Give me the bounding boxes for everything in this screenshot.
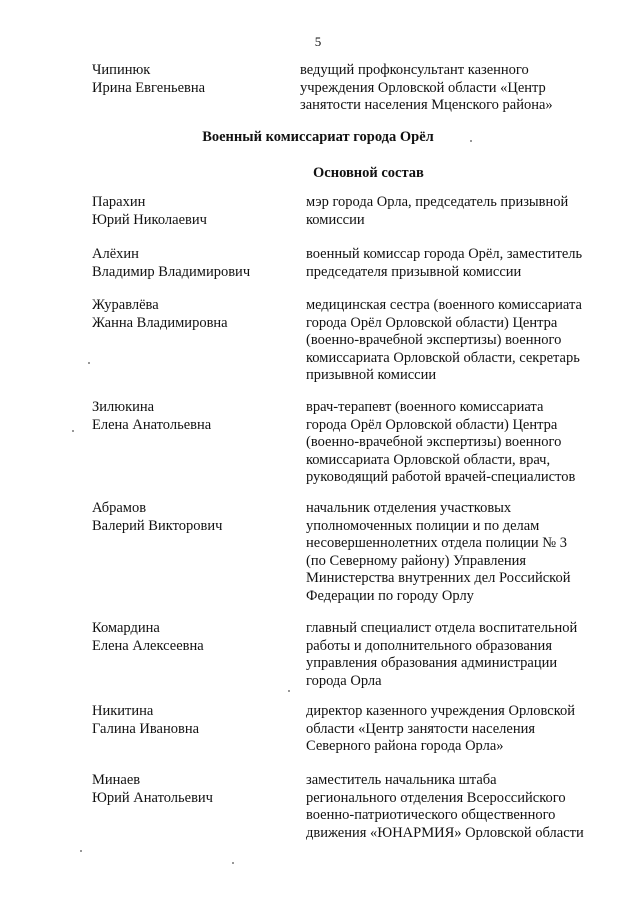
scan-speck xyxy=(80,850,82,852)
surname: Комардина xyxy=(92,620,160,636)
member-role xyxy=(306,500,606,605)
role-line: руководящий работой врачей-специалистов xyxy=(306,469,576,485)
role-line: движения «ЮНАРМИЯ» Орловской области xyxy=(306,824,584,841)
given-names: Ирина Евгеньевна xyxy=(92,79,206,96)
member-role xyxy=(306,772,606,842)
role-line: уполномоченных полиции и по делам xyxy=(306,517,540,534)
role-line: управления образования администрации xyxy=(306,655,558,671)
page-number: 5 xyxy=(314,34,322,49)
role-line: военный комиссар города Орёл, заместитель xyxy=(306,246,583,262)
surname: Парахин xyxy=(92,194,146,210)
role-line: учреждения Орловской области «Центр xyxy=(300,79,546,96)
scan-speck xyxy=(288,690,290,692)
given-names: Галина Ивановна xyxy=(92,720,200,737)
scan-speck xyxy=(470,140,472,142)
member-name xyxy=(92,194,292,229)
role-line: города Орёл Орловской области) Центра xyxy=(306,416,558,433)
role-line: регионального отделения Всероссийского xyxy=(306,789,566,806)
scan-speck xyxy=(232,862,234,864)
role-line: председателя призывной комиссии xyxy=(306,263,522,280)
scan-speck xyxy=(72,430,74,432)
role-line: (военно-врачебной экспертизы) военного xyxy=(306,332,562,348)
given-names: Жанна Владимировна xyxy=(92,314,228,331)
member-name xyxy=(92,620,292,655)
member-role xyxy=(306,297,606,385)
role-line: комиссии xyxy=(306,211,365,228)
member-role xyxy=(306,399,606,487)
given-names: Елена Анатольевна xyxy=(92,416,212,433)
member-name xyxy=(92,500,292,535)
role-line: Северного района города Орла» xyxy=(306,738,504,754)
role-line: комиссариата Орловской области, секретарь xyxy=(306,349,580,366)
given-names: Юрий Анатольевич xyxy=(92,789,213,806)
member-name xyxy=(92,399,292,434)
surname: Минаев xyxy=(92,772,141,788)
role-line: начальник отделения участковых xyxy=(306,500,512,516)
scan-speck xyxy=(88,362,90,364)
given-names: Владимир Владимирович xyxy=(92,263,251,280)
role-line: несовершеннолетних отдела полиции № 3 xyxy=(306,535,568,551)
given-names: Валерий Викторович xyxy=(92,517,223,534)
member-name xyxy=(92,297,292,332)
surname: Чипинюк xyxy=(92,62,151,78)
role-line: главный специалист отдела воспитательной xyxy=(306,620,578,636)
role-line: директор казенного учреждения Орловской xyxy=(306,703,576,719)
role-line: мэр города Орла, председатель призывной xyxy=(306,194,569,210)
given-names: Елена Алексеевна xyxy=(92,637,204,654)
role-line: области «Центр занятости населения xyxy=(306,720,536,737)
role-line: заместитель начальника штаба xyxy=(306,772,497,788)
role-line: работы и дополнительного образования xyxy=(306,637,552,654)
role-line: (по Северному району) Управления xyxy=(306,552,527,569)
role-line: Федерации по городу Орлу xyxy=(306,587,474,604)
surname: Никитина xyxy=(92,703,154,719)
role-line: Министерства внутренних дел Российской xyxy=(306,570,571,586)
role-line: комиссариата Орловской области, врач, xyxy=(306,451,551,468)
member-name xyxy=(92,62,292,97)
member-role xyxy=(306,246,606,281)
section-title: Военный комиссариат города Орёл xyxy=(202,129,434,145)
surname: Абрамов xyxy=(92,500,147,516)
surname: Зилюкина xyxy=(92,399,155,415)
member-role xyxy=(306,194,606,229)
member-role xyxy=(300,62,600,115)
role-line: города Орёл Орловской области) Центра xyxy=(306,314,558,331)
surname: Журавлёва xyxy=(92,297,159,313)
role-line: города Орла xyxy=(306,672,382,689)
role-line: военно-патриотического общественного xyxy=(306,807,556,823)
role-line: врач-терапевт (военного комиссариата xyxy=(306,399,544,415)
subsection-title: Основной состав xyxy=(313,165,424,181)
member-name xyxy=(92,246,292,281)
role-line: занятости населения Мценского района» xyxy=(300,97,553,113)
role-line: ведущий профконсультант казенного xyxy=(300,62,529,78)
member-name xyxy=(92,703,292,738)
member-role xyxy=(306,703,606,756)
role-line: медицинская сестра (военного комиссариата xyxy=(306,297,582,313)
surname: Алёхин xyxy=(92,246,139,262)
role-line: (военно-врачебной экспертизы) военного xyxy=(306,434,562,450)
role-line: призывной комиссии xyxy=(306,367,437,383)
given-names: Юрий Николаевич xyxy=(92,211,207,228)
member-role xyxy=(306,620,606,690)
member-name xyxy=(92,772,292,807)
